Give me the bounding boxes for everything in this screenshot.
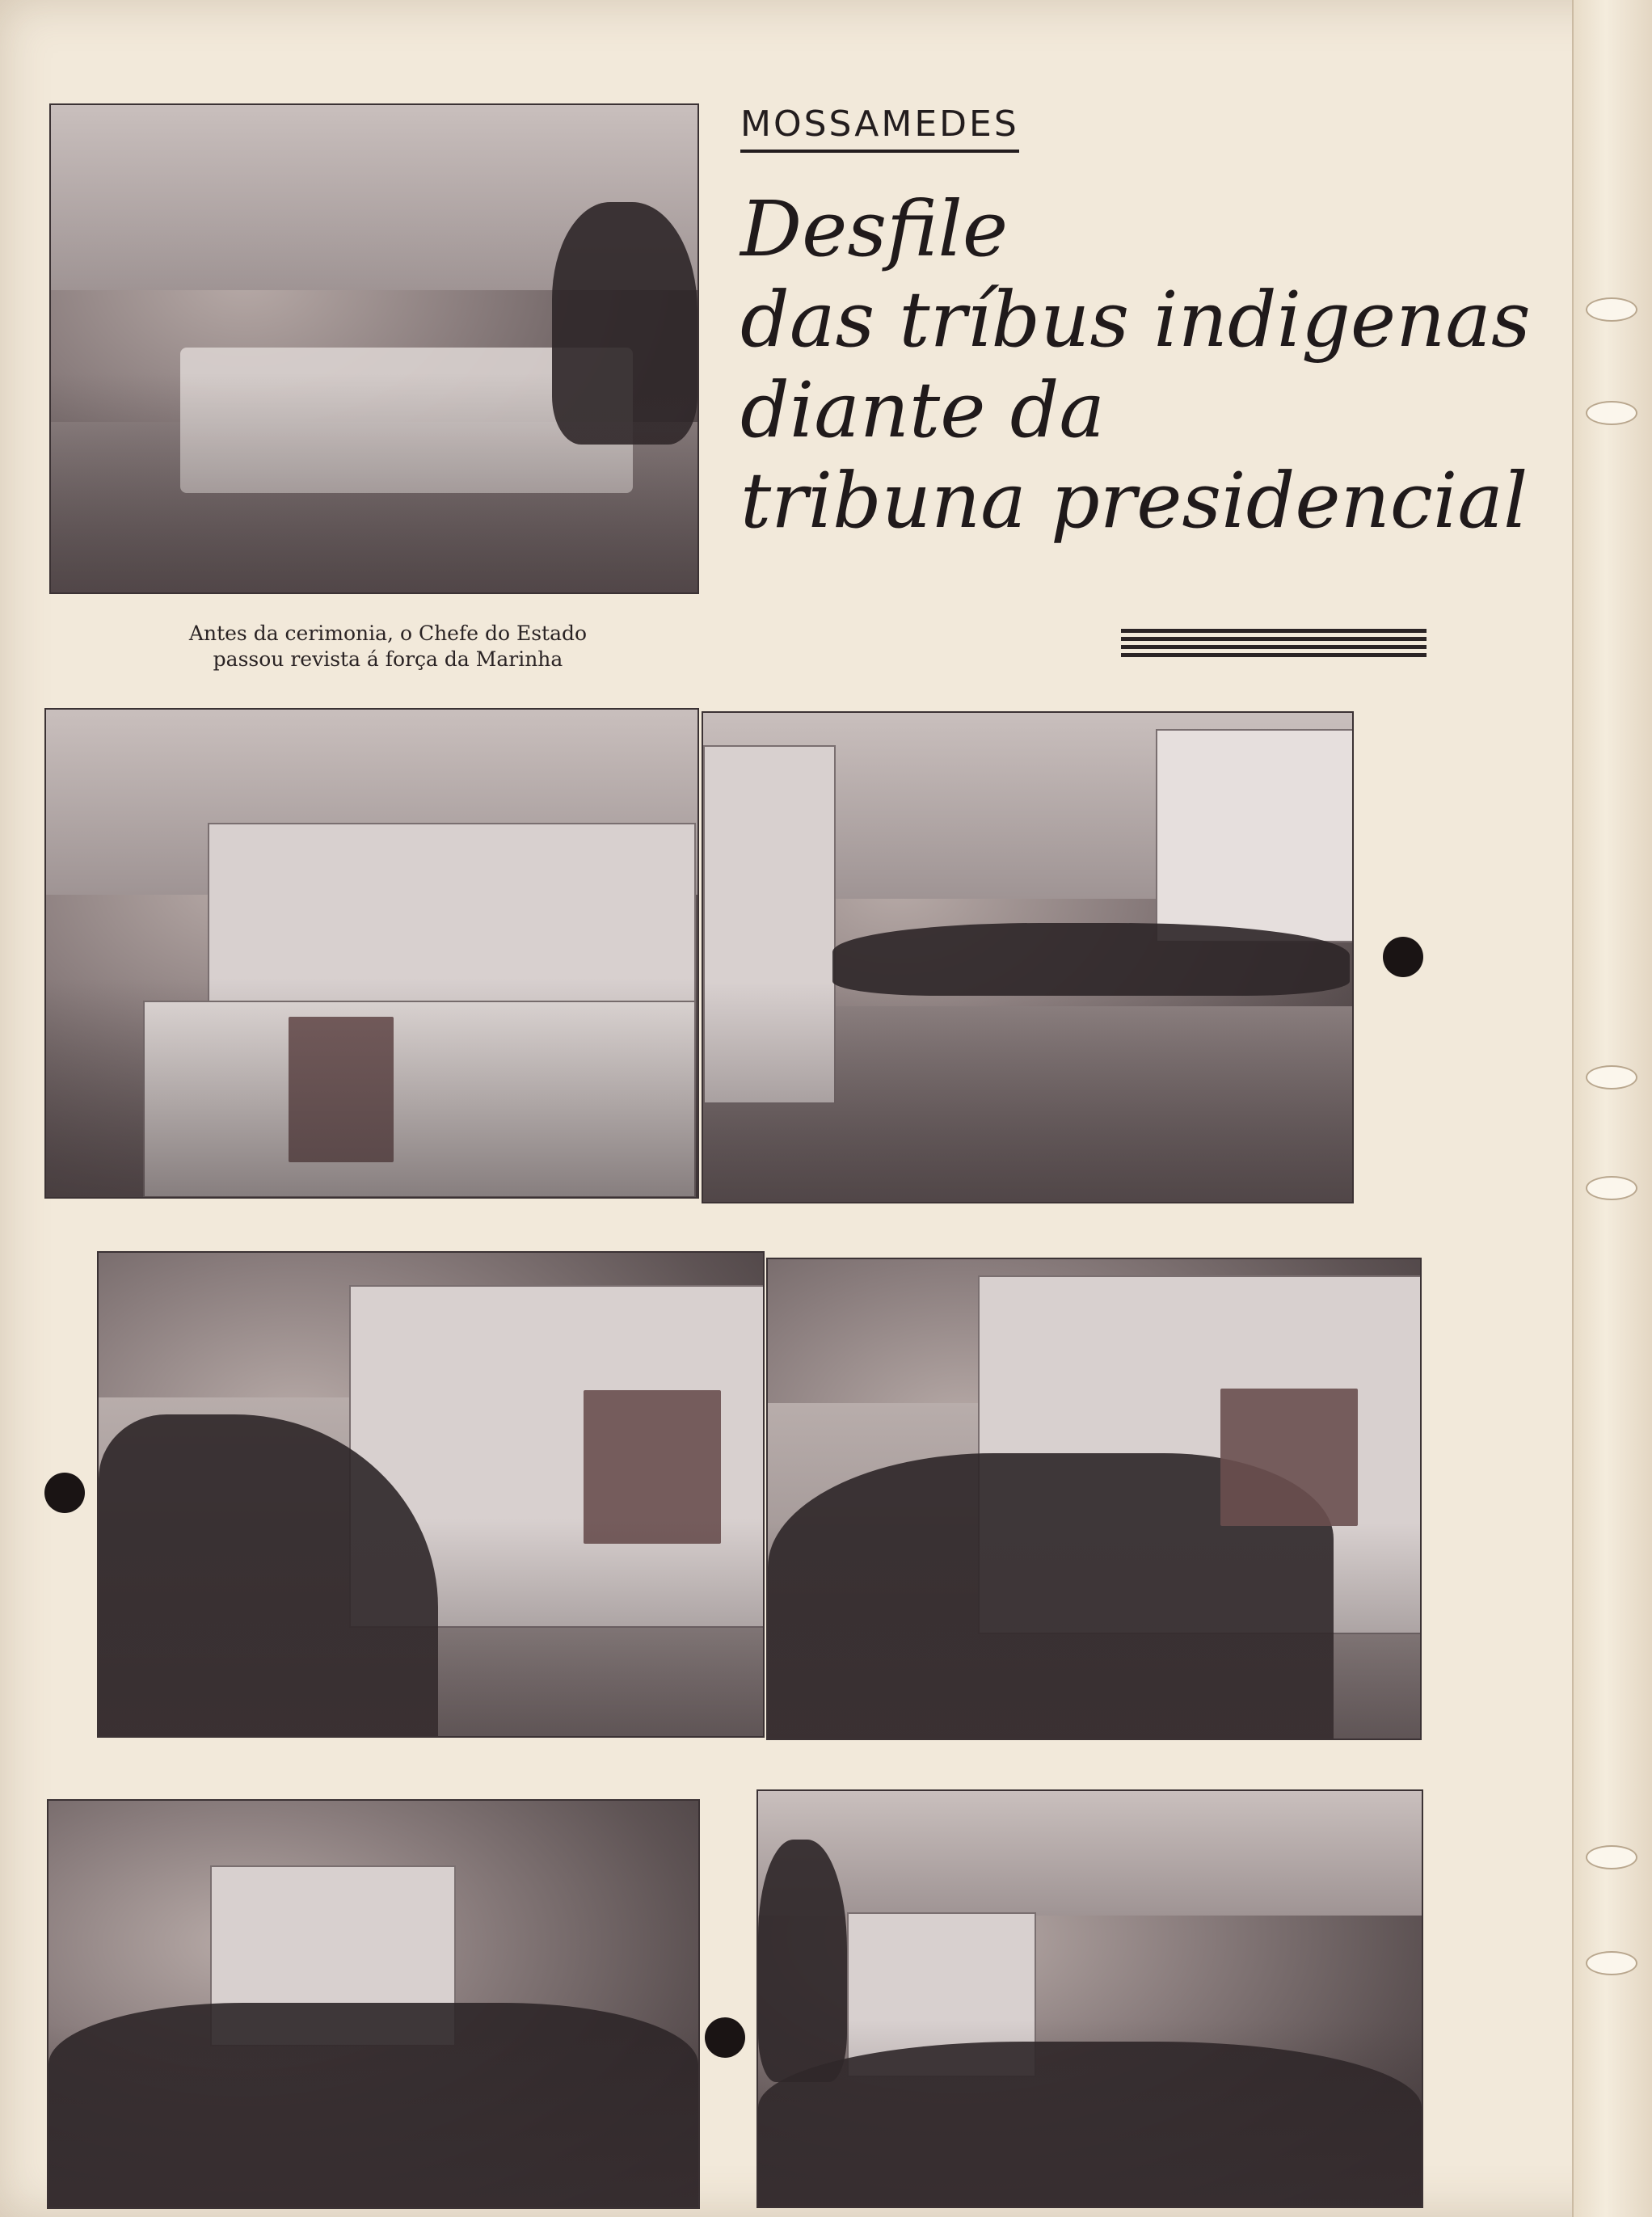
headline-line: das tríbus indigenas [740, 276, 1531, 365]
trees [552, 202, 697, 445]
photo-presidential-tribune [44, 708, 699, 1199]
headline [740, 184, 1549, 546]
headline-line: tribuna presidencial [740, 457, 1528, 546]
photo-caption [105, 621, 671, 672]
carpet [1220, 1389, 1358, 1526]
binding-tear [1586, 1065, 1637, 1090]
parade-crowd [48, 2003, 698, 2207]
punch-hole [705, 2017, 745, 2058]
trees [758, 1840, 847, 2082]
tribune-steps [143, 1001, 696, 1198]
carpet [584, 1390, 721, 1544]
photo-marine-review [49, 103, 699, 594]
photo-parade-aerial-right [756, 1789, 1423, 2208]
punch-hole [44, 1473, 85, 1513]
binding-tear [1586, 297, 1637, 322]
headline-line: Desfile [740, 185, 1009, 274]
headline-line: diante da [740, 366, 1106, 455]
street-crowd [832, 923, 1350, 996]
carpet [289, 1017, 394, 1162]
tribune-side [703, 745, 836, 1104]
binding-tear [1586, 401, 1637, 425]
tribune-pavilion [847, 1912, 1036, 2077]
punch-hole [1383, 937, 1423, 977]
section-label: MOSSAMEDES [740, 103, 1019, 153]
caption-line: Antes da cerimonia, o Chefe do Estado [188, 622, 588, 645]
tribune-stand [208, 823, 696, 1093]
buildings [1156, 729, 1354, 942]
parade-crowd [758, 2042, 1422, 2206]
binding-spine [1572, 0, 1652, 2217]
binding-tear [1586, 1951, 1637, 1975]
photo-tribe-dance-left [97, 1251, 765, 1738]
photo-street-parade [702, 711, 1354, 1203]
photo-parade-aerial-left [47, 1799, 700, 2209]
binding-tear [1586, 1176, 1637, 1200]
photo-tribe-dance-right [766, 1258, 1422, 1740]
binding-tear [1586, 1845, 1637, 1869]
decorative-rule [1121, 629, 1427, 658]
caption-line: passou revista á força da Marinha [213, 647, 563, 671]
